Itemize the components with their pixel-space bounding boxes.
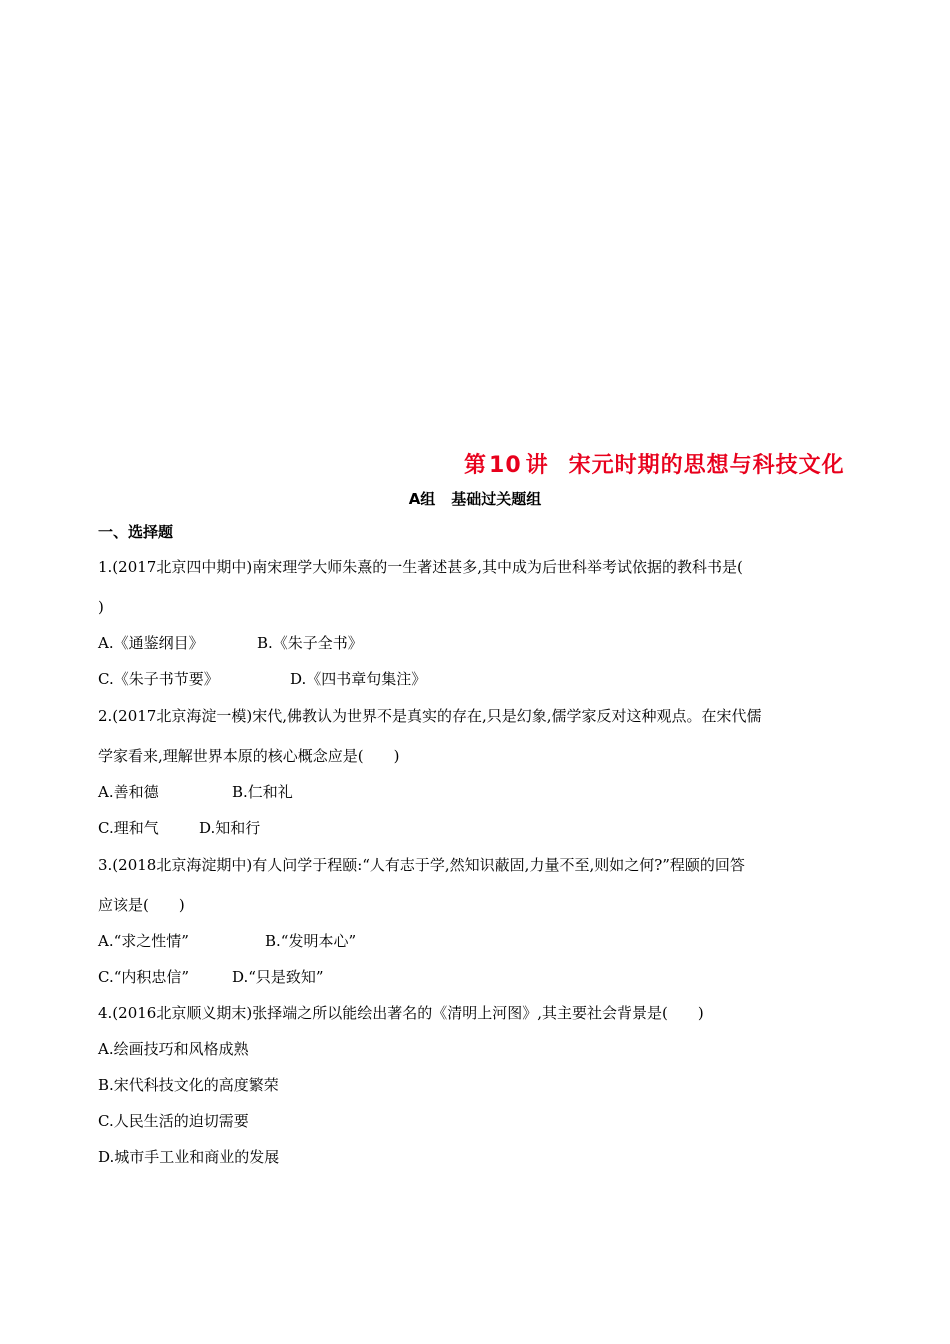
question-1-option-d: D.《四书章句集注》 — [290, 670, 427, 688]
question-2-stem-line1: 2.(2017北京海淀一模)宋代,佛教认为世界不是真实的存在,只是幻象,儒学家反对这种观点。在宋代儒 — [98, 707, 762, 725]
question-4-option-d: D.城市手工业和商业的发展 — [98, 1148, 280, 1166]
question-1-stem-line2: ) — [98, 598, 104, 616]
question-1-stem-line1: 1.(2017北京四中期中)南宋理学大师朱熹的一生著述甚多,其中成为后世科举考试依据的教科书是( — [98, 558, 743, 576]
question-4-option-c: C.人民生活的迫切需要 — [98, 1112, 249, 1130]
question-1-option-a: A.《通鉴纲目》 — [98, 634, 204, 652]
question-3-option-a: A.“求之性情” — [98, 932, 189, 950]
question-3-option-c: C.“内积忠信” — [98, 968, 190, 986]
group-label: A组 — [408, 490, 436, 508]
question-1-option-b: B.《朱子全书》 — [257, 634, 363, 652]
lecture-prefix: 第 — [464, 453, 488, 478]
question-1-option-c: C.《朱子书节要》 — [98, 670, 219, 688]
lecture-title — [464, 448, 845, 479]
group-heading — [0, 488, 950, 509]
question-2-option-a: A.善和德 — [98, 783, 159, 801]
question-2-option-b: B.仁和礼 — [232, 783, 293, 801]
question-4-option-b: B.宋代科技文化的高度繁荣 — [98, 1076, 279, 1094]
lecture-suffix: 讲 — [525, 453, 549, 478]
question-4-option-a: A.绘画技巧和风格成熟 — [98, 1040, 249, 1058]
group-title: 基础过关题组 — [451, 490, 542, 508]
lecture-number: 10 — [489, 453, 522, 478]
question-3-stem-line1: 3.(2018北京海淀期中)有人问学于程颐:“人有志于学,然知识蔽固,力量不至,则如之何?”程颐的回答 — [98, 856, 745, 874]
question-2-option-c: C.理和气 — [98, 819, 159, 837]
question-3-stem-line2: 应该是( ) — [98, 896, 185, 914]
question-3-option-d: D.“只是致知” — [232, 968, 324, 986]
question-2-option-d: D.知和行 — [199, 819, 261, 837]
section-title: 一、选择题 — [98, 523, 174, 541]
lecture-topic: 宋元时期的思想与科技文化 — [568, 453, 845, 478]
question-4-stem-line1: 4.(2016北京顺义期末)张择端之所以能绘出著名的《清明上河图》,其主要社会背景是( ) — [98, 1004, 704, 1022]
question-2-stem-line2: 学家看来,理解世界本原的核心概念应是( ) — [98, 747, 400, 765]
question-3-option-b: B.“发明本心” — [265, 932, 357, 950]
